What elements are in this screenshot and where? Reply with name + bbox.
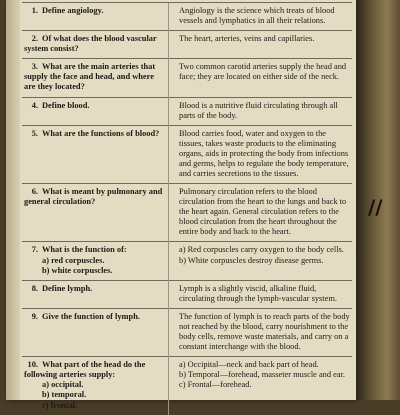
qa-row (22, 31, 352, 59)
question-text: What part of the head do the following arteries supply: (24, 360, 146, 380)
answer-subitem: b) White corpuscles destroy disease germs. (179, 255, 324, 265)
answer-text: Blood is a nutritive fluid circulating through all parts of the body. (179, 100, 338, 120)
page-binding (6, 0, 20, 400)
qa-row (22, 242, 352, 280)
question-text: Define angiology. (42, 6, 104, 15)
question-cell (22, 125, 169, 183)
question-subitems (42, 256, 166, 276)
question-number: 6. (31, 187, 38, 197)
question-subitem: c) frontal. (42, 400, 78, 410)
answer-text: Two common carotid arteries supply the head and face; they are located on either side of the neck. (179, 62, 347, 82)
question-number: 9. (31, 311, 38, 321)
answer-subitem: c) Frontal—forehead. (179, 380, 252, 390)
question-cell (22, 242, 169, 280)
answer-cell (169, 308, 353, 356)
answer-cell (169, 59, 353, 97)
answer-text: Lymph is a slightly viscid, alkaline fluid, circulating through the lymph-vascular system. (179, 283, 337, 303)
margin-mark: // (368, 195, 383, 219)
answer-text: Angiology is the science which treats of blood vessels and lymphatics in all their relations. (179, 6, 335, 26)
question-text: What is meant by pulmonary and general circulation? (24, 187, 163, 207)
question-cell (22, 3, 169, 31)
answer-text: Blood carries food, water and oxygen to the tissues, takes waste products to the eliminating organs, aids in protecting the body from infections and germs, helps to regulate the body temperature, and carries secretions to the tissues. (179, 128, 349, 179)
question-number: 8. (31, 283, 38, 293)
question-number: 1. (31, 6, 38, 15)
question-cell (22, 357, 169, 415)
qa-row (22, 125, 352, 183)
qa-row (22, 280, 352, 308)
answer-text: The function of lymph is to reach parts of the body not reached by the blood, carry nourishment to the body cells, remove waste materials, and carry on a constant interchange with the blood. (179, 311, 350, 352)
question-subitem: b) white corpuscles. (42, 265, 113, 275)
qa-row (22, 357, 352, 415)
question-subitem: b) temporal. (42, 390, 87, 400)
question-subitems (42, 380, 166, 410)
question-number: 4. (31, 100, 38, 110)
answer-subitem: a) Red corpuscles carry oxygen to the body cells. (179, 245, 344, 255)
qa-row (22, 184, 352, 242)
question-cell (22, 59, 169, 97)
qa-row (22, 3, 352, 31)
answer-cell (169, 242, 353, 280)
answer-cell (169, 357, 353, 415)
question-text: Define lymph. (42, 283, 93, 293)
answer-cell (169, 280, 353, 308)
question-text: What are the functions of blood? (42, 128, 160, 138)
qa-row (22, 308, 352, 356)
question-cell (22, 97, 169, 125)
question-number: 2. (31, 34, 38, 44)
answer-cell (169, 184, 353, 242)
answer-subitems (179, 245, 350, 265)
book-page (6, 0, 356, 410)
answer-text: Pulmonary circulation refers to the blood circulation from the heart to the lungs and back to the heart again. General circulation refers to the blood circulation from the heart throughout the entire body and back to the heart. (179, 187, 347, 237)
question-number: 10. (27, 360, 38, 370)
question-cell (22, 184, 169, 242)
question-subitem: a) red corpuscles. (42, 255, 105, 265)
answer-subitem: a) Occipital—neck and back part of head. (179, 360, 319, 370)
book-gutter (356, 0, 400, 400)
question-text: What is the function of: (42, 245, 127, 255)
question-text: What are the main arteries that supply the face and head, and where are they located? (24, 62, 156, 92)
answer-cell (169, 31, 353, 59)
answer-text: The heart, arteries, veins and capillaries. (179, 34, 315, 44)
answer-cell (169, 3, 353, 31)
question-cell (22, 31, 169, 59)
answer-cell (169, 97, 353, 125)
qa-row (22, 97, 352, 125)
question-text: Give the function of lymph. (42, 311, 140, 321)
answer-subitem: b) Temporal—forehead, masseter muscle and ear. (179, 370, 345, 380)
question-number: 3. (31, 62, 38, 72)
qa-table (22, 2, 352, 415)
question-cell (22, 280, 169, 308)
qa-table-body (22, 3, 352, 415)
question-text: Of what does the blood vascular system consist? (24, 34, 157, 54)
question-text: Define blood. (42, 100, 90, 110)
question-subitem: a) occipital. (42, 380, 84, 390)
qa-row (22, 59, 352, 97)
answer-subitems (179, 360, 350, 390)
question-number: 5. (31, 128, 38, 138)
question-number: 7. (31, 245, 38, 255)
answer-cell (169, 125, 353, 183)
question-cell (22, 308, 169, 356)
